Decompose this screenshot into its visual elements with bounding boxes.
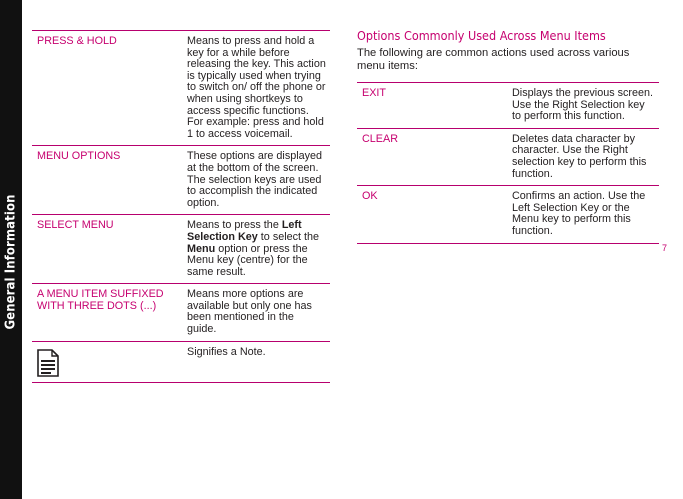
table-row (32, 215, 330, 284)
desc-select-menu-mid: to select the (257, 230, 320, 243)
term-select-menu: SELECT MENU (37, 219, 114, 232)
table-row (32, 284, 330, 341)
table-row (32, 31, 330, 146)
desc-select-menu (187, 215, 330, 284)
table-row (32, 146, 330, 215)
desc-exit: Displays the previous screen. Use the Right Selection key to perform this function. (512, 87, 654, 123)
chapter-tab (0, 0, 22, 499)
left-selection-key-bold: Left Selection Key (187, 219, 302, 243)
note-icon-cell (32, 341, 187, 382)
common-options-section (357, 28, 659, 244)
term-clear: CLEAR (362, 132, 399, 145)
table-row (357, 83, 659, 129)
table-row (357, 128, 659, 185)
desc-clear: Deletes data character by character. Use the Right selection key to perform this function. (512, 132, 647, 180)
table-row (32, 341, 330, 382)
term-exit: EXIT (362, 87, 386, 99)
note-icon (37, 349, 59, 377)
page-number: 7 (662, 243, 668, 253)
desc-press-hold: Means to press and hold a key for a while before releasing the key. This action is typically used when trying to switch on/ off the phone or when using shortkeys to access specific functions. For example: press and hold 1 to access voicemail. (187, 35, 326, 140)
term-ok: OK (362, 190, 378, 203)
desc-ok: Confirms an action. Use the Left Selection Key or the Menu key to perform this function. (512, 190, 646, 237)
section-intro: The following are common actions used across various menu items: (357, 47, 630, 72)
common-options-table (357, 82, 659, 244)
term-three-dots: A MENU ITEM SUFFIXED WITH THREE DOTS (...) (37, 288, 164, 312)
section-title: Options Commonly Used Across Menu Items (357, 28, 606, 43)
chapter-title: General Information (3, 194, 19, 330)
desc-note: Signifies a Note. (187, 345, 266, 358)
desc-menu-options: These options are displayed at the bottom of the screen. The selection keys are used to accomplish the indicated option. (187, 150, 323, 209)
term-menu-options: MENU OPTIONS (37, 150, 121, 163)
term-press-hold: PRESS & HOLD (37, 35, 117, 47)
desc-three-dots: Means more options are available but only one has been mentioned in the guide. (187, 288, 312, 336)
desc-select-menu-post: option or press the Menu key (centre) for the same result. (187, 242, 308, 278)
menu-bold: Menu (187, 242, 216, 255)
desc-select-menu-pre: Means to press the (187, 219, 282, 232)
conventions-table-column (32, 30, 330, 383)
conventions-table (32, 30, 330, 383)
table-row (357, 186, 659, 243)
